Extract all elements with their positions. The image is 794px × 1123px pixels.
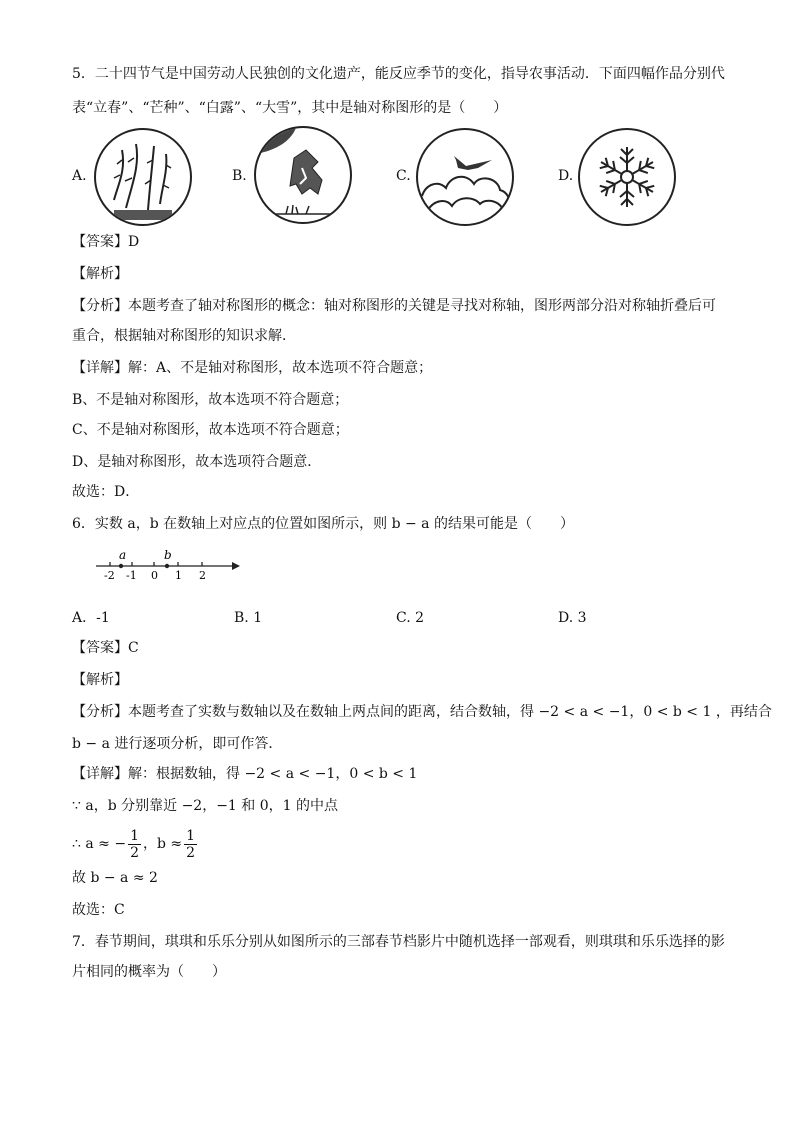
q5-answer: 【答案】D [72, 234, 140, 250]
q5-option-c-label: C. [396, 168, 411, 184]
q5-detail-line3: C、不是轴对称图形，故本选项不符合题意； [72, 422, 349, 438]
q5-fenxi-line1: 【分析】本题考查了轴对称图形的概念：轴对称图形的关键是寻找对称轴，图形两部分沿对称轴折叠后可 [72, 298, 716, 314]
approx-a-text: ∴ a ≈ − [72, 836, 127, 852]
mountain-moon-icon [254, 126, 352, 224]
q5-analysis-title: 【解析】 [72, 266, 128, 282]
approx-b-text: ，b ≈ [143, 836, 183, 852]
q6-choice: 故选：C [72, 902, 125, 918]
q6-detail-line1: 【详解】解：根据数轴，得 −2 < a < −1，0 < b < 1 [72, 766, 418, 782]
q5-fenxi-line2: 重合，根据轴对称图形的知识求解． [72, 328, 296, 344]
q6-fenxi-line1: 【分析】本题考查了实数与数轴以及在数轴上两点间的距离，结合数轴，得 −2 < a < −1，0 < b < 1 ，再结合 [72, 704, 772, 720]
willow-icon [94, 128, 192, 226]
tick-label: 2 [199, 569, 206, 582]
q7-stem-line2: 片相同的概率为（ ） [72, 964, 226, 980]
q5-option-b-label: B. [232, 168, 247, 184]
q6-detail-line4: 故 b − a ≈ 2 [72, 870, 158, 886]
point-b [165, 564, 169, 568]
point-b-label: b [164, 548, 172, 562]
snowflake-icon [578, 128, 676, 226]
q6-detail-line2: ∵ a，b 分别靠近 −2，−1 和 0，1 的中点 [72, 798, 339, 814]
q6-stem: 6．实数 a，b 在数轴上对应点的位置如图所示，则 b − a 的结果可能是（ ） [72, 516, 574, 532]
fraction-half: $\frac{1}{2}$ [186, 827, 196, 861]
q5-option-d-label: D. [558, 168, 574, 184]
q5-detail-line4: D、是轴对称图形，故本选项符合题意． [72, 454, 322, 470]
q5-choice: 故选：D． [72, 484, 140, 500]
tick-label: 1 [175, 569, 182, 582]
q6-answer: 【答案】C [72, 640, 139, 656]
q6-detail-line3 [72, 826, 199, 862]
q6-option-a: A．-1 [72, 610, 110, 626]
q6-fenxi-line2: b − a 进行逐项分析，即可作答． [72, 736, 283, 752]
tick-label: -1 [126, 569, 137, 582]
point-a-label: a [119, 548, 127, 562]
fraction-half: $\frac{1}{2}$ [130, 827, 139, 861]
q5-stem-line1: 5．二十四节气是中国劳动人民独创的文化遗产，能反应季节的变化，指导农事活动．下面四幅作品分别代 [72, 66, 725, 82]
q5-option-a-label: A. [72, 168, 87, 184]
q5-detail-line2: B、不是轴对称图形，故本选项不符合题意； [72, 392, 349, 408]
q5-stem-line2: 表“立春”、“芒种”、“白露”、“大雪”，其中是轴对称图形的是（ ） [72, 100, 508, 116]
q7-stem-line1: 7．春节期间，琪琪和乐乐分别从如图所示的三部春节档影片中随机选择一部观看，则琪琪和乐乐选择的影 [72, 934, 725, 950]
q6-option-b: B. 1 [234, 610, 263, 626]
q6-option-d: D. 3 [558, 610, 587, 626]
number-line [94, 546, 244, 582]
q6-analysis-title: 【解析】 [72, 672, 128, 688]
tick-label: 0 [151, 569, 158, 582]
bird-cloud-icon [416, 128, 514, 226]
q6-option-c: C. 2 [396, 610, 425, 626]
q5-detail-line1: 【详解】解：A、不是轴对称图形，故本选项不符合题意； [72, 360, 433, 376]
point-a [119, 564, 123, 568]
tick-label: -2 [104, 569, 115, 582]
